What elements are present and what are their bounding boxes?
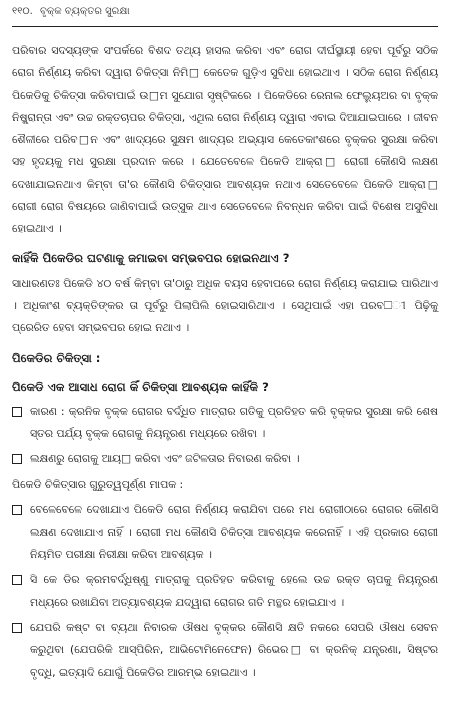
list-item (12, 499, 438, 566)
header-rule (12, 26, 438, 27)
list-item-text: ବେଳେବେଳେ ଦେଖାଯାଏ ପିକେଡି ରୋଗ ନିର୍ଣ୍ଣୟ କରାଯିବା ପରେ ମଧ ରୋଗୀଠାରେ ରୋଗର କୌଣସି ଲକ୍ଷଣ ଦେଖାଯାଏ ନାହିଁ । ରୋଗୀ ମଧ କୌଣସି ଚିକିତ୍ସା ଆବଶ୍ୟକ କରେନାହିଁ । ଏହି ପ୍ରକାର ରୋଗୀ ନିୟମିତ ପରୀକ୍ଷା ନିରୀକ୍ଷା କରିବା ଆବଶ୍ୟକ । (30, 503, 438, 562)
checkbox-bullet-icon (12, 575, 22, 585)
list-item-text: କାରଣ : କ୍ରନିକ ବୃକ୍କ ରୋଗର ବର୍ଦ୍ଧିତ ମାତ୍ରାର ଗତିକୁ ପ୍ରତିହତ କରି ବୃକ୍କର ସୁରକ୍ଷା କରି ଶେଷ ସ୍ତର ପର୍ଯ୍ୟ ବୃକ୍କ ରୋଗକୁ ନିୟନ୍ତ୍ରଣ ମଧ୍ୟରେ ରଖିବା । (30, 404, 438, 440)
list-item-text: ସି କେ ଡିର କ୍ରମବର୍ଦ୍ଧିଷ୍ଣୁ ମାତ୍ରାକୁ ପ୍ରତିହତ କରିବାକୁ ହେଲେ ଉଚ୍ଚ ରକ୍ତ ଚାପକୁ ନିୟନ୍ତ୍ରଣ ମଧ୍ୟରେ ରଖାଯିବା ଅତ୍ୟାବଶ୍ୟକ ଯଦ୍ୱାରା ରୋଗର ଗତି ମନ୍ଥର ହୋଇଯାଏ । (30, 573, 438, 609)
list-item (12, 401, 438, 446)
paragraph-age-diagnosis: ସାଧାରଣତଃ ପିକେଡି ୪୦ ବର୍ଷ କିମ୍ବା ତା'ଠାରୁ ଅଧିକ ବୟସ ହେବାପରେ ରୋଗ ନିର୍ଣ୍ଣୟ କରାଯାଇ ପାରିଥାଏ । ଅଧିକାଂଶ ବ୍ୟକ୍ତିଙ୍କର ତା ପୂର୍ବରୁ ପିଲାପିଲି ହୋଇସାରିଥାଏ । ସେଥିପାଇଁ ଏହା ପରବ□ୀ ପିଢ଼ିକୁ ପ୍ରେରିତ ହେବା ସମ୍ଭବପର ହୋଇ ନଥାଏ । (12, 276, 438, 335)
section-heading-why-treatment: ପିକେଡି ଏକ ଆସାଧ ରୋଗ କିଁ ଚିକିତ୍ସା ଆବଶ୍ୟକ କାହିଁକି ? (12, 379, 269, 394)
checkbox-bullet-icon (12, 623, 22, 633)
checkbox-bullet-icon (12, 407, 22, 417)
page-header (12, 6, 130, 24)
subheading-measures: ପିକେଡି ଚିକିତ୍ସାର ଗୁରୁତ୍ୱପୂର୍ଣ୍ଣ ମାପକ : (12, 478, 184, 492)
list-item (12, 448, 438, 470)
measures-list (12, 499, 438, 683)
section-heading-treatment: ପିକେଡିର ଚିକିତ୍ସା : (12, 350, 101, 365)
list-item-text: ଯେପରି କଷ୍ଟ ବା ବ୍ୟଥା ନିବାରକ ଔଷଧ ବୃକ୍କର କୌଣସି କ୍ଷତି ନକରେ ସେପରି ଔଷଧ ସେବନ କରୁଥିବା (ଯେପରିକି ଆସ୍ପିରିନ, ଆଭିଟୋମିନେଫେନ) ରିଭେର□ ବା କ୍ରନିକ୍ ଯନ୍ତ୍ରଣା, ସିଷ୍ଟର ବୃଦ୍ଧି, ଇତ୍ୟାଦି ଯୋଗୁଁ ପିକେଡିର ଆରମ୍ଭ ହୋଇଥାଏ । (30, 620, 438, 679)
section-heading-why-not-prevent: କାହିଁକି ପିକେଡିର ଘଟଣାକୁ ଜମାଇବା ସମ୍ଭବପର ହୋଇନଥାଏ ? (12, 250, 290, 265)
list-item-text: ଲକ୍ଷଣରୁ ରୋଗକୁ ଆୟ□ କରିବା ଏବଂ ଜଟିଳତାର ନିବାରଣ କରିବା । (30, 452, 300, 466)
reasons-list (12, 401, 438, 471)
page-body (12, 40, 438, 684)
intro-paragraph: ପରିବାର ସଦସ୍ୟଙ୍କ ସଂପର୍କରେ ବିଶଦ ତଥ୍ୟ ହାସଲ କରିବା ଏବଂ ରୋଗ ଦୀର୍ଘସ୍ଥାୟୀ ହେବା ପୂର୍ବରୁ ସଠିକ ରୋଗ ନିର୍ଣ୍ଣୟ କରିବା ଦ୍ୱାରା ଚିକିତ୍ସା ନିମି□ କେତେକ ଗୁଡ଼ିଏ ସୁବିଧା ହୋଇଥାଏ । ସଠିକ ରୋଗ ନିର୍ଣ୍ଣୟ ପିକେଡିକୁ ଚିକିତ୍ସା କରିବାପାଇଁ ଉ□ମ ସୁଯୋଗ ସୃଷ୍ଟିକରେ । ପିକେଡିରେ ରେନାଲ ଫେଲ୍ୟୁଅର ବା ବୃକ୍କ ନିଷ୍କ୍ରାନ୍ତା ଏବଂ ଉଚ୍ଚ ରକ୍ତଚାପର ଚିକିତ୍ସା, ଏଥିଲ ରୋଗ ନିର୍ଣ୍ଣୟ ଦ୍ୱାରା ଏବାଇ ଦିଆଯାଇପାରେ । ଜୀବନ ଶୈଳୀରେ ପରିବ□ନ ଏବଂ ଖାଦ୍ୟରେ ସୁକ୍ଷମ ଖାଦ୍ୟର ଅଭ୍ୟାସ କେତେକାଂଶରେ ବୃକ୍କର ସୁରକ୍ଷା କରିବା ସହ ହୃଦୟକୁ ମଧ ସୁରକ୍ଷା ପ୍ରଦାନ କରେ । ଯେତେବେଳେ ପିକେଡି ଆକ୍ରା□ ରୋଗୀ କୌଣସି ଲକ୍ଷଣ ଦେଖାଯାଇନଥାଏ କିମ୍ବା ତା'ର କୌଣସି ଚିକିତ୍ସାର ଆବଶ୍ୟକ ନଥାଏ ସେତେବେଳେ ପିକେଡି ଆକ୍ରା□ ରୋଗୀ ରୋଗ ବିଷୟରେ ଜାଣିବାପାଇଁ ଉତ୍ସୁକ ଥାଏ ସେତେବେଳେ ନିବନ୍ଧନ କରିବା ପାଇଁ ବିଶେଷ ଅସୁବିଧା ହୋଇଥାଏ । (12, 44, 438, 236)
list-item (12, 617, 438, 684)
page-number: ୧୧୦. (12, 6, 33, 17)
checkbox-bullet-icon (12, 505, 22, 515)
running-title: ବୃକ୍କ ବ୍ୟକ୍ତର ସୁରକ୍ଷା (40, 6, 130, 17)
checkbox-bullet-icon (12, 454, 22, 464)
list-item (12, 569, 438, 614)
